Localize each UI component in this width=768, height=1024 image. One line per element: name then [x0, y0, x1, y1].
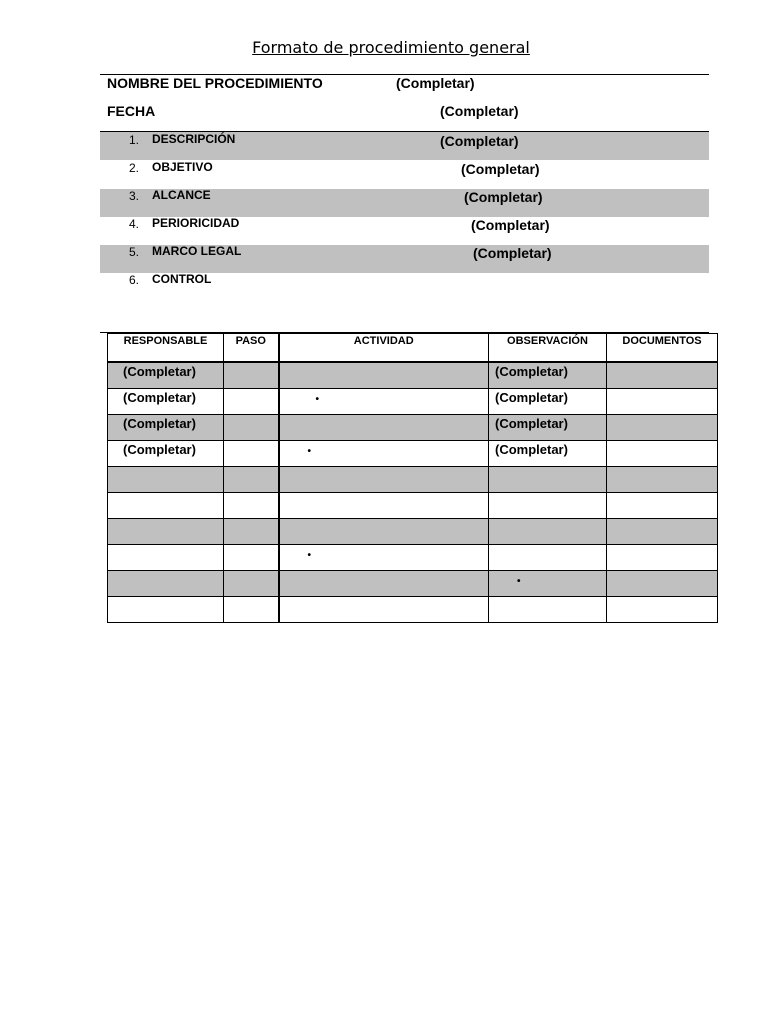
section-label: PERIORICIDAD — [152, 216, 240, 230]
cell-value: (Completar) — [495, 364, 568, 379]
cell-documentos[interactable] — [607, 545, 718, 571]
cell-responsable[interactable] — [108, 389, 224, 415]
table-row — [108, 493, 718, 519]
cell-observacion[interactable] — [489, 415, 607, 441]
cell-responsable[interactable] — [108, 441, 224, 467]
cell-paso[interactable] — [224, 493, 279, 519]
bullet-mark: • — [315, 394, 320, 405]
table-row — [108, 415, 718, 441]
cell-observacion[interactable] — [489, 441, 607, 467]
table-row — [108, 441, 718, 467]
section-row-objetivo — [100, 160, 709, 188]
fecha-label: FECHA — [107, 103, 156, 119]
cell-actividad[interactable] — [279, 571, 489, 597]
nombre-value[interactable]: (Completar) — [396, 75, 475, 91]
cell-actividad[interactable] — [279, 441, 489, 467]
section-number: 3. — [129, 189, 140, 203]
section-label: ALCANCE — [152, 188, 211, 202]
cell-value: (Completar) — [123, 442, 196, 457]
section-row-marco-legal — [100, 245, 709, 273]
cell-responsable[interactable] — [108, 467, 224, 493]
section-row-alcance — [100, 189, 709, 217]
cell-documentos[interactable] — [607, 597, 718, 623]
cell-observacion[interactable] — [489, 467, 607, 493]
cell-value: (Completar) — [495, 416, 568, 431]
section-value[interactable]: (Completar) — [471, 217, 550, 233]
cell-paso[interactable] — [224, 545, 279, 571]
section-label: OBJETIVO — [152, 160, 213, 174]
cell-paso[interactable] — [224, 362, 279, 389]
cell-actividad[interactable] — [279, 467, 489, 493]
cell-paso[interactable] — [224, 441, 279, 467]
cell-documentos[interactable] — [607, 571, 718, 597]
cell-responsable[interactable] — [108, 493, 224, 519]
cell-paso[interactable] — [224, 597, 279, 623]
cell-paso[interactable] — [224, 467, 279, 493]
cell-responsable[interactable] — [108, 597, 224, 623]
table-row — [108, 597, 718, 623]
cell-observacion[interactable] — [489, 571, 607, 597]
cell-actividad[interactable] — [279, 519, 489, 545]
bullet-mark: • — [517, 576, 521, 587]
cell-paso[interactable] — [224, 415, 279, 441]
table-row — [108, 545, 718, 571]
table-row — [108, 519, 718, 545]
cell-documentos[interactable] — [607, 362, 718, 389]
section-label: MARCO LEGAL — [152, 244, 242, 258]
table-header-row — [108, 334, 718, 363]
section-number: 5. — [129, 245, 140, 259]
cell-value: (Completar) — [123, 416, 196, 431]
cell-documentos[interactable] — [607, 389, 718, 415]
cell-responsable[interactable] — [108, 415, 224, 441]
cell-paso[interactable] — [224, 571, 279, 597]
table-row — [108, 362, 718, 389]
col-header-responsable: RESPONSABLE — [108, 334, 224, 363]
section-number: 4. — [129, 217, 140, 231]
section-row-control — [100, 273, 709, 301]
section-value[interactable]: (Completar) — [440, 133, 519, 149]
section-number: 2. — [129, 161, 140, 175]
cell-actividad[interactable] — [279, 362, 489, 389]
section-row-descripcion — [100, 132, 709, 160]
cell-paso[interactable] — [224, 389, 279, 415]
section-number: 1. — [129, 133, 140, 147]
section-number: 6. — [129, 273, 140, 287]
cell-responsable[interactable] — [108, 571, 224, 597]
table-row — [108, 571, 718, 597]
cell-actividad[interactable] — [279, 389, 489, 415]
fecha-value[interactable]: (Completar) — [440, 103, 519, 119]
cell-responsable[interactable] — [108, 545, 224, 571]
cell-observacion[interactable] — [489, 362, 607, 389]
col-header-actividad: ACTIVIDAD — [279, 334, 489, 363]
cell-observacion[interactable] — [489, 493, 607, 519]
nombre-label: NOMBRE DEL PROCEDIMIENTO — [107, 75, 323, 91]
section-value[interactable]: (Completar) — [464, 189, 543, 205]
cell-observacion[interactable] — [489, 545, 607, 571]
procedure-table — [107, 333, 718, 623]
section-value[interactable]: (Completar) — [461, 161, 540, 177]
cell-actividad[interactable] — [279, 493, 489, 519]
cell-responsable[interactable] — [108, 362, 224, 389]
cell-documentos[interactable] — [607, 467, 718, 493]
cell-value: (Completar) — [123, 364, 196, 379]
cell-value: (Completar) — [123, 390, 196, 405]
cell-actividad[interactable] — [279, 597, 489, 623]
cell-observacion[interactable] — [489, 597, 607, 623]
col-header-observacion: OBSERVACIÓN — [489, 334, 607, 363]
cell-observacion[interactable] — [489, 519, 607, 545]
section-value[interactable]: (Completar) — [473, 245, 552, 261]
cell-responsable[interactable] — [108, 519, 224, 545]
col-header-documentos: DOCUMENTOS — [607, 334, 718, 363]
cell-value: (Completar) — [495, 442, 568, 457]
cell-observacion[interactable] — [489, 389, 607, 415]
cell-actividad[interactable] — [279, 415, 489, 441]
section-label: CONTROL — [152, 272, 212, 286]
table-row — [108, 467, 718, 493]
bullet-mark: • — [307, 550, 312, 561]
section-row-perioricidad — [100, 217, 709, 245]
cell-documentos[interactable] — [607, 441, 718, 467]
section-label: DESCRIPCIÓN — [152, 132, 236, 146]
bullet-mark: • — [307, 446, 312, 457]
cell-documentos[interactable] — [607, 493, 718, 519]
col-header-paso: PASO — [224, 334, 279, 363]
cell-actividad[interactable] — [279, 545, 489, 571]
cell-paso[interactable] — [224, 519, 279, 545]
cell-documentos[interactable] — [607, 519, 718, 545]
cell-documentos[interactable] — [607, 415, 718, 441]
page-title: Formato de procedimiento general — [252, 38, 530, 57]
table-row — [108, 389, 718, 415]
cell-value: (Completar) — [495, 390, 568, 405]
